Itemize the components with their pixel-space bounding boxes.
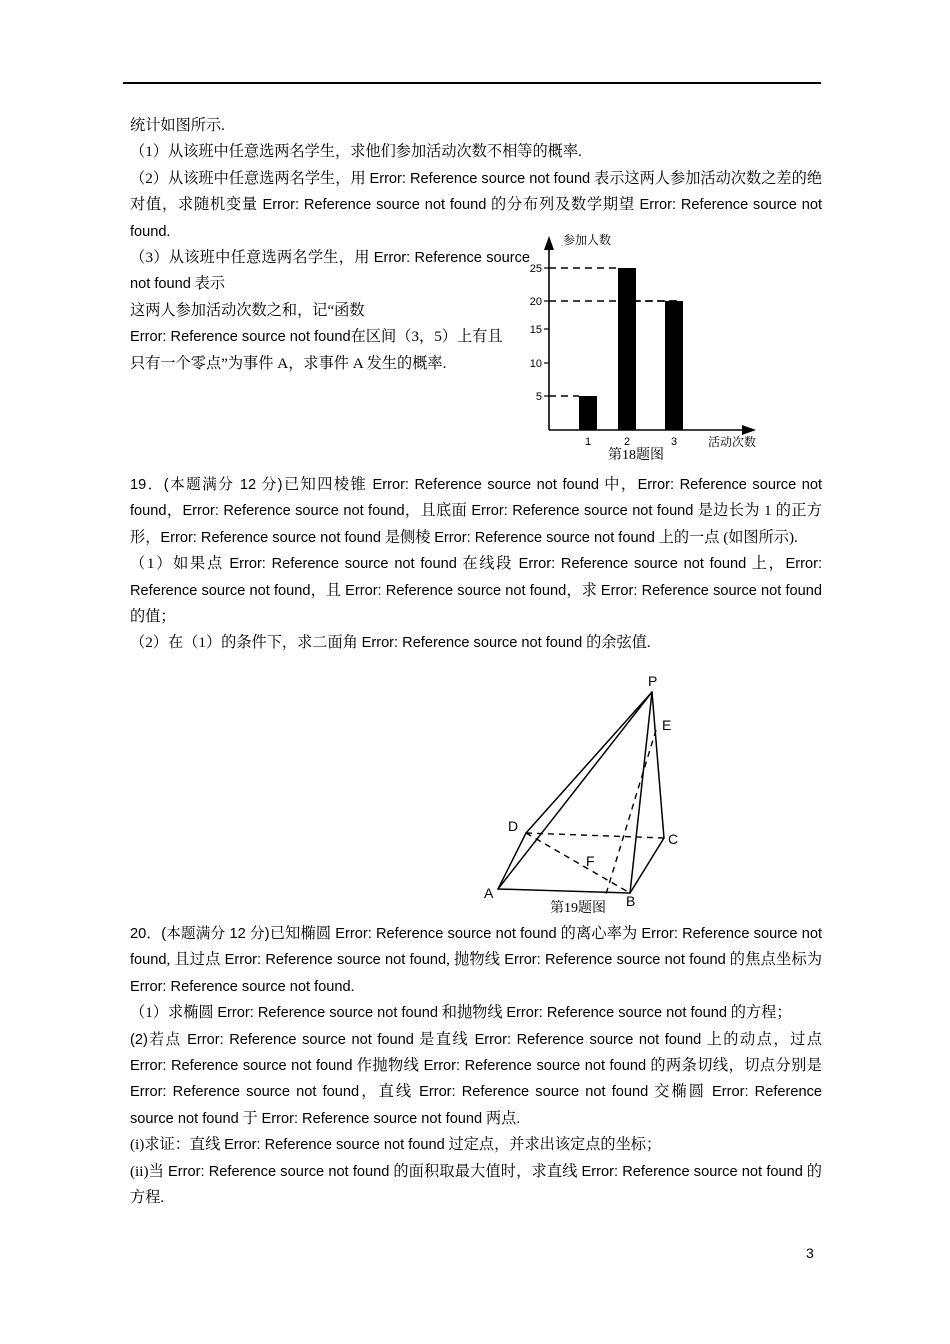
error-ref-token: Error: Reference source not found (423, 1058, 647, 1075)
vertex-label-P: P (648, 673, 658, 689)
figure-18-caption: 第18题图 (608, 448, 664, 463)
error-ref-token: Error: Reference source not found (224, 1137, 445, 1154)
q19-p1-seg-f: 的值； (130, 608, 176, 626)
q20-p2-seg-g: 交椭圆 (648, 1083, 713, 1101)
q18-part-3-seg-c: 这两人参加活动次数之和，记“函数 (130, 301, 365, 319)
vertex-label-D: D (508, 818, 519, 834)
q20-score: (本题满分 12 分) (161, 926, 270, 942)
q20-p2-seg-a: (2)若点 (130, 1031, 188, 1048)
q18-part-2-seg-b: 表示这两人参加活动次数之差的绝对值，求随机变量 (130, 169, 823, 214)
q19-stem (130, 472, 822, 551)
vertex-label-C: C (668, 831, 679, 847)
q20-p1-seg-b: 和抛物线 (437, 1004, 507, 1022)
edge-AB (498, 889, 630, 893)
error-ref-token: Error: Reference source not found (262, 197, 487, 214)
q18-part-3-line-2 (130, 298, 530, 324)
bars-group (579, 268, 683, 430)
q20-p4-seg-b: 的面积取最大值时，求直线 (389, 1162, 582, 1180)
vertex-label-A: A (484, 885, 494, 901)
q20-p2-seg-c: 上的动点，过点 (701, 1030, 822, 1048)
edge-AP-left (498, 692, 652, 889)
q18-part-3-wrap (130, 245, 530, 377)
y-axis-arrow (544, 236, 554, 250)
vertex-label-F: F (586, 853, 595, 869)
q19-part-2 (130, 630, 822, 656)
q20-stem (130, 921, 822, 1000)
error-ref-token: Error: Reference source not found (130, 250, 530, 293)
vertex-labels (484, 673, 678, 908)
edge-AD (498, 833, 526, 889)
bar-category-1 (579, 396, 597, 430)
error-ref-token: Error: Reference source not found (518, 556, 747, 573)
x-tick-label-3: 3 (670, 436, 678, 448)
error-ref-token: Error: Reference source not found (130, 477, 823, 520)
q20-stem-seg-f: . (350, 977, 355, 995)
q18-part-3 (130, 245, 530, 298)
x-tick-label-1: 1 (584, 436, 592, 448)
error-ref-token: Error: Reference source not found (261, 1110, 483, 1127)
q20-p2-seg-e: 的两条切线，切点分别是 (646, 1057, 822, 1075)
q18-part-3-line-3 (130, 324, 530, 350)
error-ref-token: Error: Reference source not found (130, 978, 351, 995)
q20-p2-seg-f: ，直线 (359, 1083, 420, 1101)
question-20-text (130, 921, 822, 1211)
q19-p1-seg-c: 上， (746, 555, 786, 573)
error-ref-token: Error: Reference source not found (372, 477, 599, 493)
q18-part-3-seg-b: 表示 (190, 275, 226, 293)
error-ref-token: Error: Reference source not found (229, 556, 457, 573)
error-ref-token: Error: Reference source not found (600, 582, 823, 599)
error-ref-token: Error: Reference source not found (506, 1005, 727, 1022)
y-tick-label-10: 10 (530, 358, 542, 370)
q20-p3-seg-b: 过定点，并求出该定点的坐标； (444, 1136, 662, 1154)
q19-number: 19． (130, 477, 164, 493)
gridline-leaders (549, 268, 681, 396)
q19-p1-seg-d: ，且 (310, 581, 346, 599)
q18-part-1 (130, 139, 822, 165)
q19-part-1 (130, 551, 822, 630)
q20-p1-seg-a: （1）求椭圆 (130, 1004, 218, 1022)
q18-part-3-line-4 (130, 351, 530, 377)
edge-PC (652, 692, 664, 838)
q20-stem-seg-b: 的离心率为 (556, 925, 642, 942)
q20-p2-seg-b: 是直线 (413, 1030, 475, 1048)
q19-stem-seg-a: 已知四棱锥 (282, 476, 373, 493)
q18-part-3-seg-d: 在区间（3，5）上有且 (350, 328, 503, 346)
q20-stem-seg-a: 已知椭圆 (269, 925, 336, 942)
q18-part-3-seg-a: （3）从该班中任意选两名学生，用 (130, 249, 374, 267)
error-ref-token: Error: Reference source not found (130, 1084, 823, 1127)
question-19-text (130, 472, 822, 657)
edge-DB-hidden (526, 833, 630, 893)
q20-p2-seg-i: 两点. (482, 1109, 521, 1127)
bar-category-2 (618, 268, 636, 430)
q20-number: 20． (130, 926, 162, 942)
header-rule (123, 82, 821, 84)
q20-p2-seg-h: 于 (238, 1109, 262, 1127)
y-tick-labels (530, 263, 542, 403)
error-ref-token: Error: Reference source not found (361, 635, 583, 652)
error-ref-token: Error: Reference source not found (187, 1031, 414, 1048)
bar-chart-svg (530, 228, 780, 458)
error-ref-token: Error: Reference source not found (130, 926, 823, 969)
q20-p1-seg-c: 的方程； (726, 1004, 792, 1022)
error-ref-token: Error: Reference source not found (182, 503, 405, 520)
error-ref-token: Error: Reference source not found (160, 529, 382, 546)
q19-stem-seg-b: 中， (599, 476, 638, 493)
q19-stem-seg-g: 上的一点 (如图所示). (654, 528, 798, 546)
error-ref-token: Error: Reference source not found (130, 329, 351, 346)
solid-edges (498, 692, 664, 893)
q20-part-2 (130, 1027, 822, 1133)
bar-category-3 (665, 301, 683, 430)
y-tick-label-20: 20 (530, 296, 542, 308)
q19-p1-seg-b: 在线段 (456, 555, 519, 573)
edge-DP (526, 692, 652, 833)
error-ref-token: Error: Reference source not found (168, 1163, 390, 1180)
q18-lead-text: 统计如图所示. (130, 117, 225, 134)
y-tick-label-5: 5 (535, 391, 542, 403)
x-axis-arrow (742, 425, 756, 435)
q19-stem-seg-c: ， (166, 502, 183, 520)
q18-lead (130, 113, 822, 139)
figure-19-pyramid (470, 668, 700, 908)
error-ref-token: Error: Reference source not found (335, 926, 557, 942)
q18-part-2-seg-d: . (166, 222, 171, 240)
figure-19-caption: 第19题图 (550, 901, 606, 916)
q19-p2-seg-b: 的余弦值. (582, 634, 651, 652)
figure-18-bar-chart (530, 228, 780, 458)
vertex-label-E: E (662, 717, 672, 733)
q19-stem-seg-f: 是侧棱 (381, 528, 435, 546)
y-tick-label-25: 25 (530, 263, 542, 275)
x-tick-label-2: 2 (623, 436, 631, 448)
q19-p2-seg-a: （2）在（1）的条件下，求二面角 (130, 634, 362, 652)
vertex-label-B: B (626, 893, 636, 908)
error-ref-token: Error: Reference source not found (369, 170, 591, 187)
q19-p1-seg-e: ，求 (566, 581, 601, 599)
q18-part-2-seg-a: （2）从该班中任意选两名学生，用 (130, 169, 370, 187)
error-ref-token: Error: Reference source not found (224, 952, 447, 969)
error-ref-token: Error: Reference source not found (419, 1084, 649, 1101)
error-ref-token: Error: Reference source not found (504, 952, 726, 969)
error-ref-token: Error: Reference source not found (217, 1005, 438, 1022)
q18-part-1-text: （1）从该班中任意选两名学生，求他们参加活动次数不相等的概率. (130, 143, 582, 161)
q20-stem-seg-d: , 抛物线 (446, 951, 505, 969)
q20-p4-seg-c: 的方程. (130, 1162, 822, 1207)
error-ref-token: Error: Reference source not found (471, 503, 694, 520)
x-axis-title: 活动次数 (708, 435, 757, 449)
edge-EB-hidden (606, 730, 656, 894)
error-ref-token: Error: Reference source not found (130, 197, 822, 240)
error-ref-token: Error: Reference source not found (130, 1084, 360, 1101)
q19-p1-seg-a: （1）如果点 (130, 555, 230, 573)
error-ref-token: Error: Reference source not found (434, 529, 655, 546)
q20-part-1 (130, 1000, 822, 1026)
error-ref-token: Error: Reference source not found (581, 1163, 803, 1180)
q18-part-2-seg-c: 的分布列及数学期望 (486, 196, 640, 214)
pyramid-svg (470, 668, 700, 908)
page-number: 3 (806, 1245, 814, 1261)
error-ref-token: Error: Reference source not found (474, 1031, 702, 1048)
q19-score: (本题满分 12 分) (163, 477, 283, 493)
hidden-edges (526, 730, 664, 894)
error-ref-token: Error: Reference source not found (345, 582, 567, 599)
q20-p2-seg-d: 作抛物线 (352, 1057, 424, 1075)
q20-p3-seg-a: (i)求证：直线 (130, 1136, 225, 1154)
error-ref-token: Error: Reference source not found (130, 556, 823, 599)
q20-stem-seg-e: 的焦点坐标为 (725, 951, 823, 969)
q19-stem-seg-d: ，且底面 (404, 502, 472, 520)
q20-stem-seg-c: , 且过点 (166, 951, 225, 969)
q18-part-3-seg-e: 只有一个零点”为事件 A，求事件 A 发生的概率. (130, 354, 447, 372)
y-tick-label-15: 15 (530, 324, 542, 336)
y-axis-title: 参加人数 (563, 233, 612, 247)
edge-DC-hidden (526, 833, 664, 838)
q20-part-3 (130, 1132, 822, 1158)
q19-stem-seg-e: 是边长为 1 的正方形， (130, 502, 823, 546)
q20-part-4 (130, 1159, 822, 1212)
q20-p4-seg-a: (ii)当 (130, 1162, 169, 1180)
error-ref-token: Error: Reference source not found (130, 1058, 353, 1075)
